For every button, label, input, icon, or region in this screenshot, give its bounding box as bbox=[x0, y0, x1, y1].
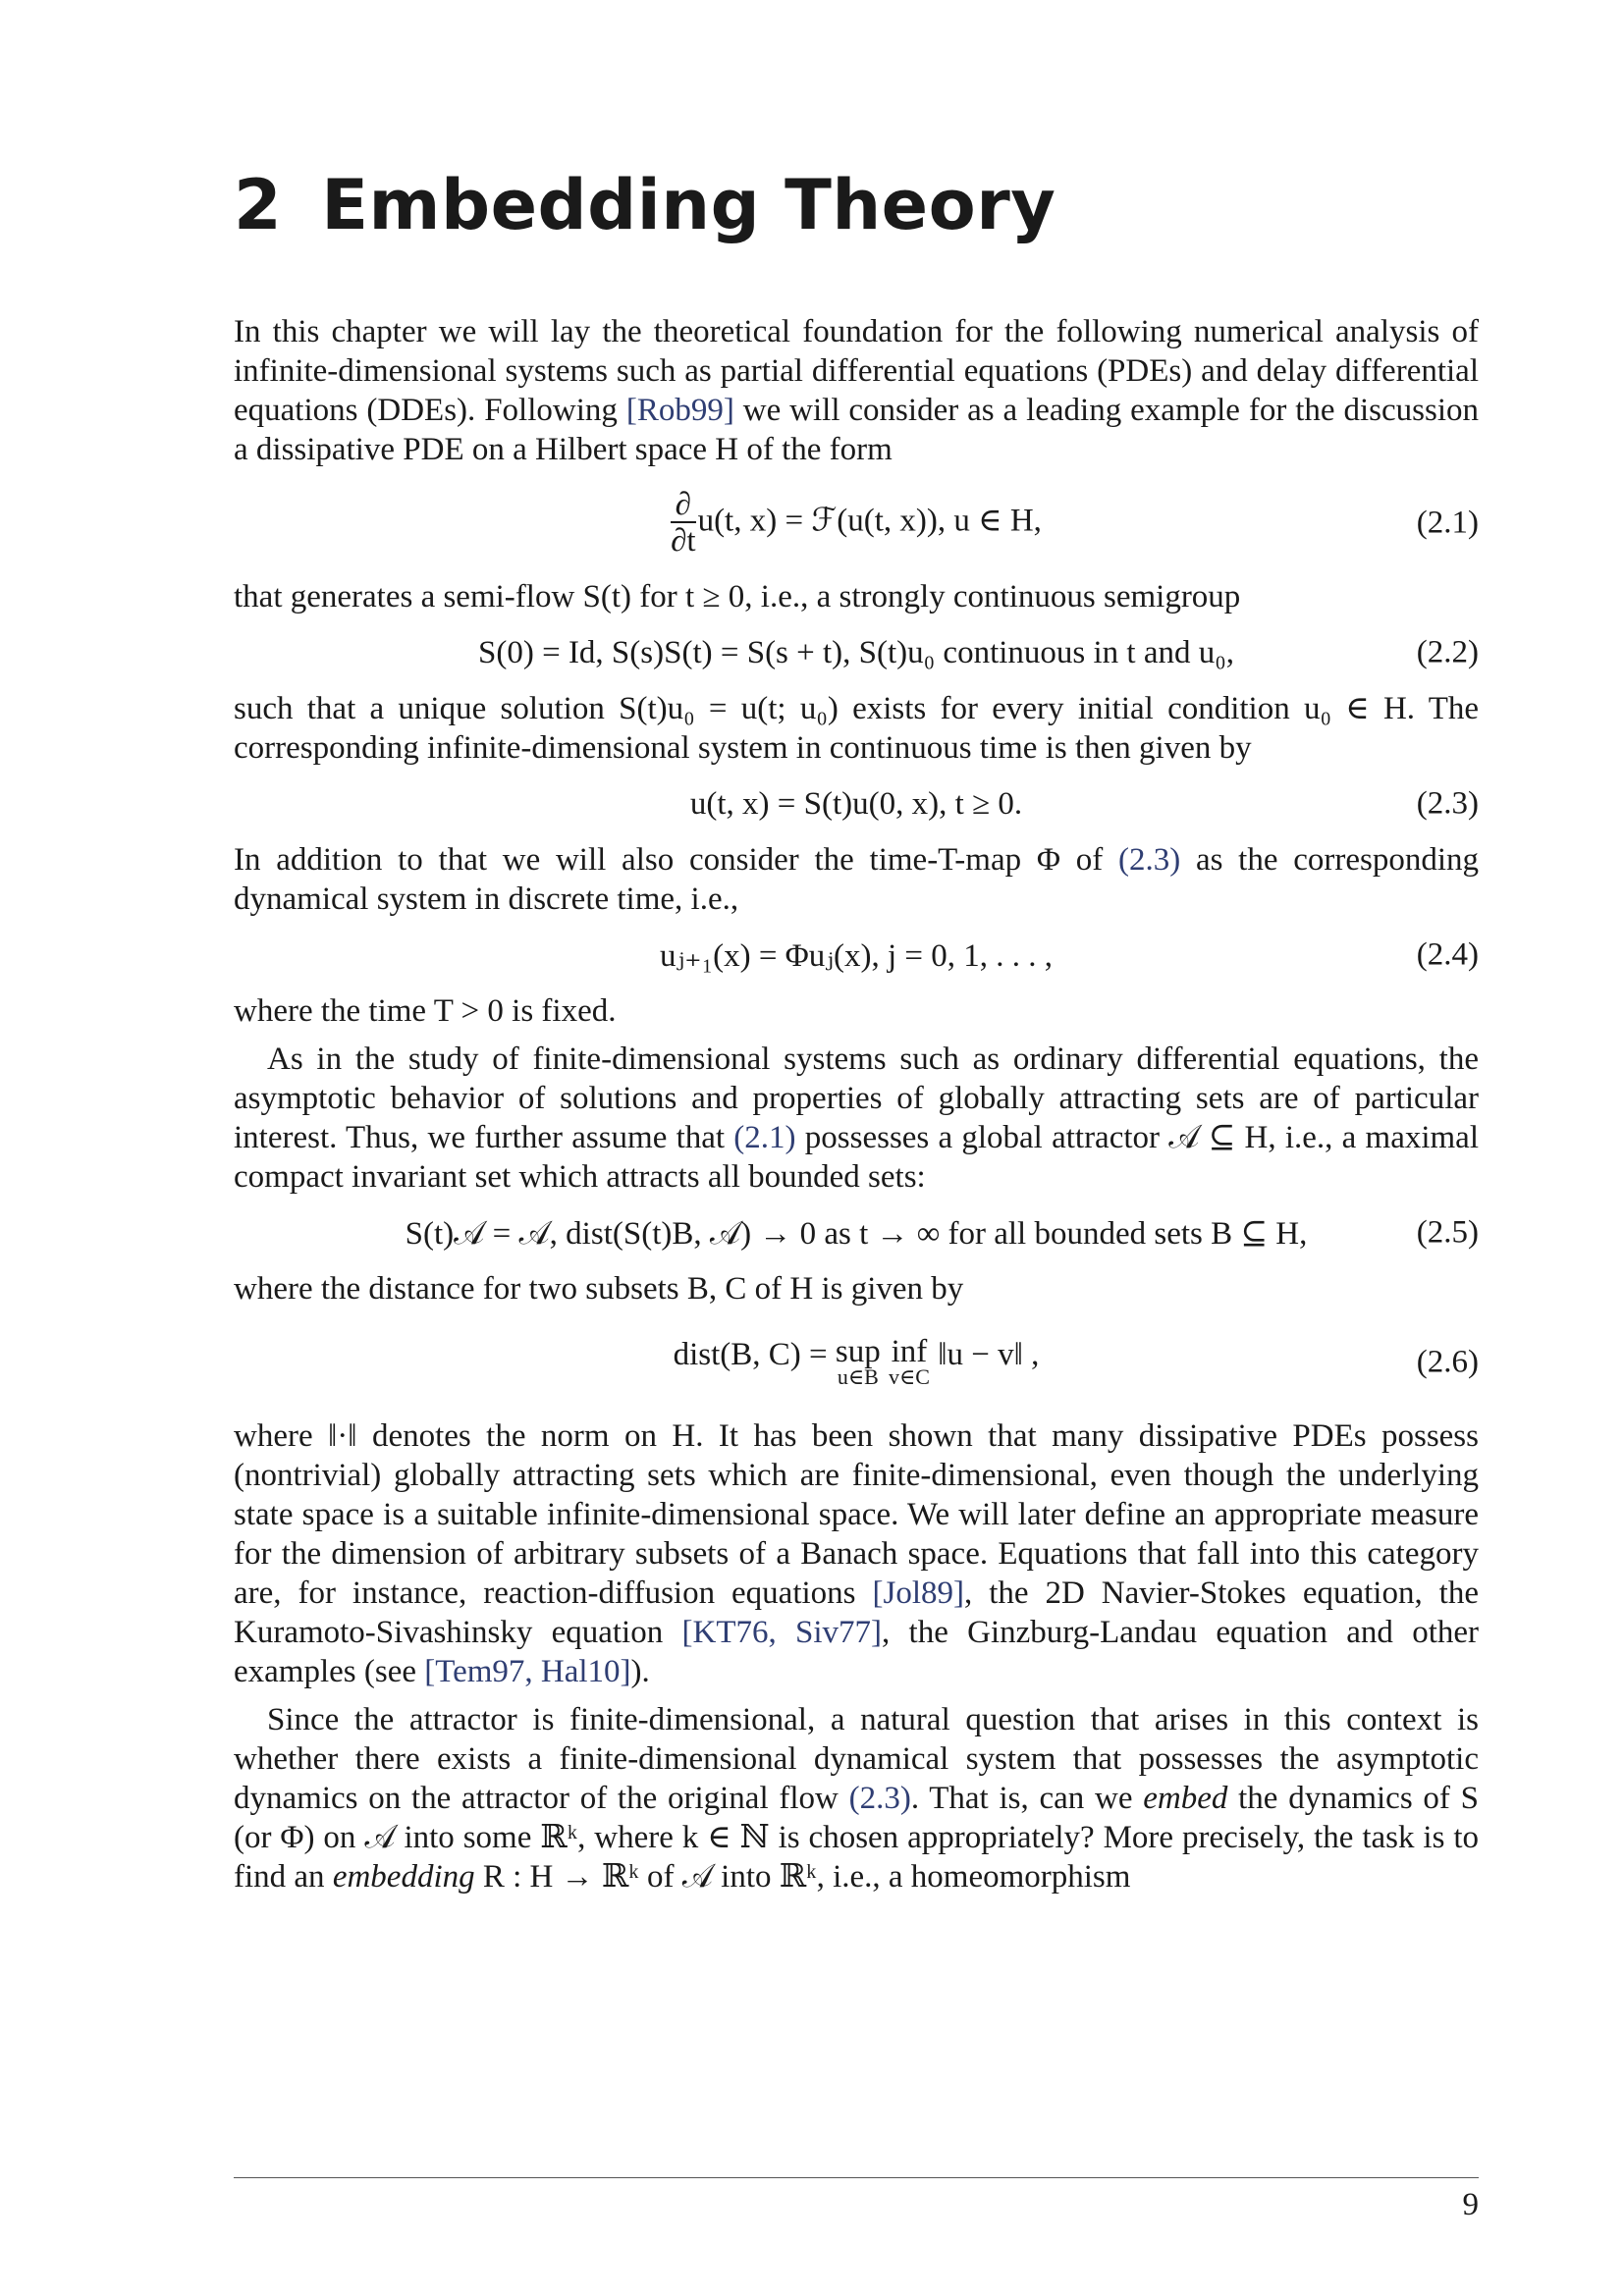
equation-text: uⱼ₊₁(x) = Φuⱼ(x), j = 0, 1, . . . , bbox=[659, 938, 1054, 974]
paragraph-finite-dim bbox=[234, 1416, 1479, 1691]
equation-2-6 bbox=[234, 1308, 1479, 1416]
equation-2-5 bbox=[234, 1197, 1479, 1269]
emphasis-embedding: embedding bbox=[332, 1859, 475, 1895]
citation-rob99[interactable]: [Rob99] bbox=[625, 393, 734, 428]
footer-rule bbox=[234, 2177, 1479, 2178]
equation-2-3 bbox=[234, 768, 1479, 840]
text-run: we will consider as a leading example for the discussion a dissipative PDE on a Hilbert space H of the form bbox=[234, 393, 1479, 467]
equation-number: (2.5) bbox=[1416, 1214, 1479, 1251]
page-number: 9 bbox=[1462, 2187, 1479, 2222]
chapter-number: 2 bbox=[234, 165, 283, 245]
equation-number: (2.3) bbox=[1416, 785, 1479, 822]
equation-ref-2-1[interactable]: (2.1) bbox=[733, 1120, 796, 1155]
operator-name: inf bbox=[891, 1334, 928, 1369]
equation-2-2 bbox=[234, 616, 1479, 689]
equation-ref-2-3b[interactable]: (2.3) bbox=[848, 1781, 911, 1816]
text-run: , the Ginzburg-Landau equation and other examples (see bbox=[234, 1615, 1479, 1689]
paragraph-time-map bbox=[234, 840, 1479, 919]
fraction-numerator: ∂ bbox=[671, 488, 695, 523]
equation-lhs: dist(B, C) = bbox=[673, 1337, 828, 1372]
citation-jol89[interactable]: [Jol89] bbox=[872, 1575, 964, 1611]
text-run: In this chapter we will lay the theoretical foundation for the following numerical analysis of infinite-dimensional systems such as partial differential equations (PDEs) and delay differential equations (DDEs). Following bbox=[234, 314, 1479, 428]
equation-number: (2.4) bbox=[1416, 936, 1479, 973]
paragraph-fixed-time: where the time T > 0 is fixed. bbox=[234, 993, 617, 1029]
text-run: , the 2D Navier-Stokes equation, the Kuramoto-Sivashinsky equation bbox=[234, 1575, 1479, 1650]
equation-body bbox=[671, 488, 1042, 559]
paragraph-semiflow: that generates a semi-flow S(t) for t ≥ 0, i.e., a strongly continuous semigroup bbox=[234, 579, 1241, 614]
text-run: the dynamics of S (or Φ) on 𝒜 into some ℝᵏ, where k ∈ ℕ is chosen appropriately? More precisely, the task is to find an bbox=[234, 1781, 1480, 1895]
equation-2-1 bbox=[234, 469, 1479, 577]
citation-tem97-hal10[interactable]: [Tem97, Hal10] bbox=[424, 1654, 631, 1689]
paragraph-intro bbox=[234, 312, 1479, 469]
operator-name: sup bbox=[835, 1334, 881, 1369]
paragraph-attractor bbox=[234, 1040, 1479, 1197]
chapter-title-text: Embedding Theory bbox=[321, 165, 1056, 245]
citation-kt76-siv77[interactable]: [KT76, Siv77] bbox=[681, 1615, 883, 1650]
equation-text: u(t, x) = S(t)u(0, x), t ≥ 0. bbox=[689, 785, 1023, 822]
emphasis-embed: embed bbox=[1143, 1781, 1228, 1816]
text-run: . That is, can we bbox=[910, 1781, 1133, 1816]
equation-number: (2.6) bbox=[1416, 1344, 1479, 1380]
inf-operator bbox=[889, 1334, 930, 1389]
fraction-denominator: ∂t bbox=[671, 523, 696, 559]
text-run: where ‖·‖ denotes the norm on H. It has been shown that many dissipative PDEs possess (nontrivial) globally attracting sets which are finite-dimensional, even though the underlying state space is a suitable infinite-dimensional space. We will later define an appropriate measure for the dimension of arbitrary subsets of a Banach space. Equations that fall into this category are, for instance, reaction-diffusion equations bbox=[234, 1418, 1479, 1611]
operator-subscript: v∈C bbox=[889, 1364, 930, 1389]
text-run: In addition to that we will also consider the time-T-map Φ of bbox=[234, 842, 1104, 878]
equation-number: (2.2) bbox=[1416, 634, 1479, 670]
paragraph-embedding bbox=[234, 1700, 1479, 1896]
equation-number: (2.1) bbox=[1416, 505, 1479, 541]
sup-operator bbox=[835, 1334, 881, 1389]
text-run: Since the attractor is finite-dimensional, a natural question that arises in this context is whether there exists a finite-dimensional dynamical system that possesses the asymptotic dynamics on the attractor of the original flow bbox=[234, 1702, 1479, 1816]
text-run: possesses a global attractor 𝒜 ⊆ H, i.e., a maximal compact invariant set which attracts all bounded sets: bbox=[234, 1120, 1479, 1195]
text-run: ). bbox=[630, 1654, 650, 1689]
text-run: R : H → ℝᵏ of 𝒜 into ℝᵏ, i.e., a homeomorphism bbox=[482, 1859, 1131, 1895]
equation-ref-2-3[interactable]: (2.3) bbox=[1117, 842, 1181, 878]
text-run: As in the study of finite-dimensional systems such as ordinary differential equations, the asymptotic behavior of solutions and properties of globally attracting sets are of particular interest. Thus, we further assume that bbox=[234, 1041, 1479, 1155]
partial-derivative bbox=[671, 488, 695, 559]
chapter-title bbox=[234, 165, 1056, 245]
equation-text: S(0) = Id, S(s)S(t) = S(s + t), S(t)u₀ continuous in t and u₀, bbox=[478, 634, 1234, 670]
equation-body bbox=[673, 1334, 1040, 1389]
equation-text: u(t, x) = ℱ(u(t, x)), u ∈ H, bbox=[697, 503, 1042, 539]
equation-text: S(t)𝒜 = 𝒜, dist(S(t)B, 𝒜) → 0 as t → ∞ for all bounded sets B ⊆ H, bbox=[405, 1216, 1308, 1252]
paragraph-solution: such that a unique solution S(t)u₀ = u(t; u₀) exists for every initial condition u₀ ∈ H. The corresponding infinite-dimensional system in continuous time is then given by bbox=[234, 691, 1479, 766]
paragraph-distance: where the distance for two subsets B, C of H is given by bbox=[234, 1271, 964, 1307]
equation-rhs: ‖u − v‖ , bbox=[938, 1337, 1040, 1372]
equation-2-4 bbox=[234, 919, 1479, 991]
chapter-body bbox=[234, 312, 1479, 1896]
operator-subscript: u∈B bbox=[837, 1364, 879, 1389]
text-run: as the corresponding dynamical system in discrete time, i.e., bbox=[234, 842, 1480, 917]
